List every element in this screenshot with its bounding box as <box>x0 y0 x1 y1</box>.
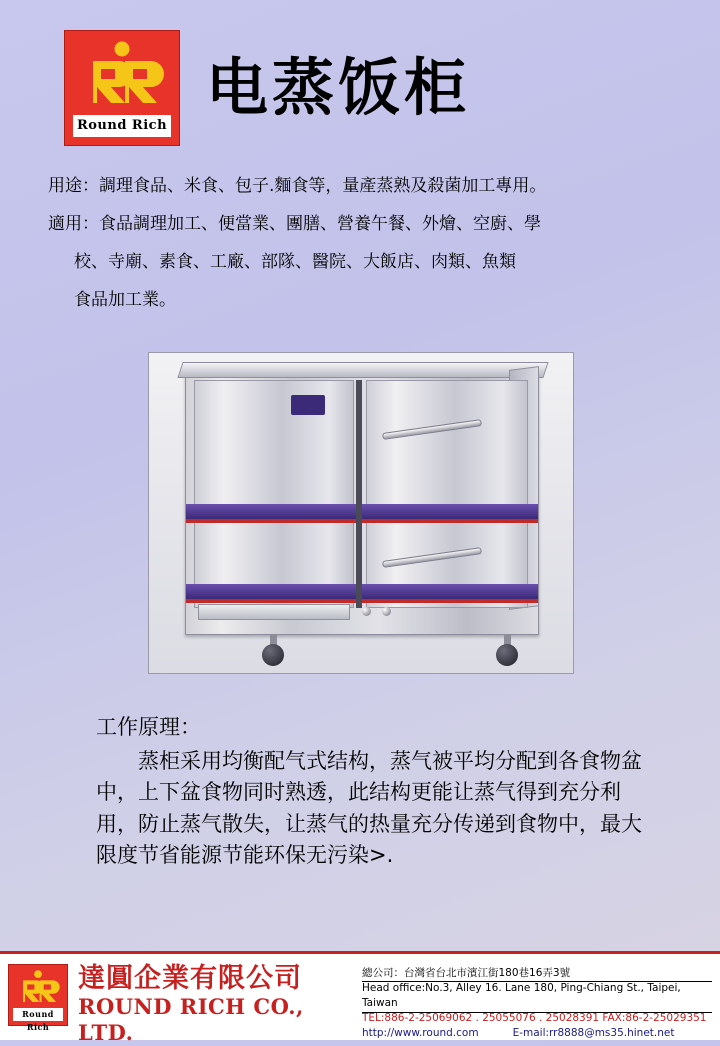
footer-contact <box>362 966 712 1041</box>
footer-logo <box>8 964 68 1032</box>
center-post <box>356 380 362 608</box>
company-name-cn: 達圓企業有限公司 <box>78 963 302 994</box>
footer-logo-caption: Round Rich <box>13 1008 63 1021</box>
footer-company <box>78 964 356 1046</box>
page-header <box>64 30 470 146</box>
trim-red-lower <box>186 599 538 603</box>
trim-band-lower <box>186 584 538 599</box>
suitable-line-1: 適用：食品調理加工、便當業、團膳、營養午餐、外燴、空廚、學 <box>48 214 541 235</box>
trim-band-upper <box>186 504 538 519</box>
control-panel <box>198 604 350 620</box>
cabinet-door-left <box>194 380 354 608</box>
address-en: Head office:No.3, Alley 16. Lane 180, Ping-Chiang St., Taipei, Taiwan <box>362 981 681 1009</box>
principle-title: 工作原理： <box>96 715 201 739</box>
steam-cabinet-illustration <box>185 371 539 635</box>
rr-monogram-icon <box>15 970 61 1002</box>
suitable-line-2: 校、寺廟、素食、工廠、部隊、醫院、大飯店、肉類、魚類 <box>74 252 516 273</box>
website-link[interactable]: http://www.round.com <box>362 1026 479 1039</box>
page-title: 电蒸饭柜 <box>206 51 471 124</box>
cabinet-top <box>177 362 548 378</box>
cabinet-door-right <box>366 380 528 608</box>
phone-fax: TEL:886-2-25069062 . 25055076 . 25028391 FAX:86-2-25029351 <box>362 1011 707 1024</box>
caster-wheel-icon <box>496 644 518 666</box>
control-knob-icon <box>382 607 391 616</box>
rr-monogram-icon <box>79 41 165 103</box>
product-photo <box>148 352 574 674</box>
principle-body: 蒸柜采用均衡配气式结构，蒸气被平均分配到各食物盆中，上下盆食物同时熟透，此结构更能让蒸气得到充分利用，防止蒸气散失，让蒸气的热量充分传递到食物中，最大限度节省能源节能环保无污染>. <box>96 748 642 867</box>
caster-wheel-icon <box>262 644 284 666</box>
company-name-en: ROUND RICH CO., LTD. <box>78 993 304 1045</box>
company-logo <box>64 30 180 146</box>
principle-section <box>96 712 656 872</box>
intro-section <box>48 172 688 324</box>
page-footer <box>0 951 720 1045</box>
logo-caption: Round Rich <box>73 115 171 137</box>
control-knob-icon <box>362 607 371 616</box>
suitable-line-3: 食品加工業。 <box>74 290 176 311</box>
trim-red-upper <box>186 519 538 523</box>
email-link[interactable]: E-mail:rr8888@ms35.hinet.net <box>512 1026 675 1039</box>
address-cn: 總公司：台灣省台北市濱江街180巷16弄3號 <box>362 967 571 979</box>
brand-plate-icon <box>291 395 325 415</box>
usage-line: 用途：調理食品、米食、包子.麵食等，量產蒸熟及殺菌加工專用。 <box>48 176 547 196</box>
